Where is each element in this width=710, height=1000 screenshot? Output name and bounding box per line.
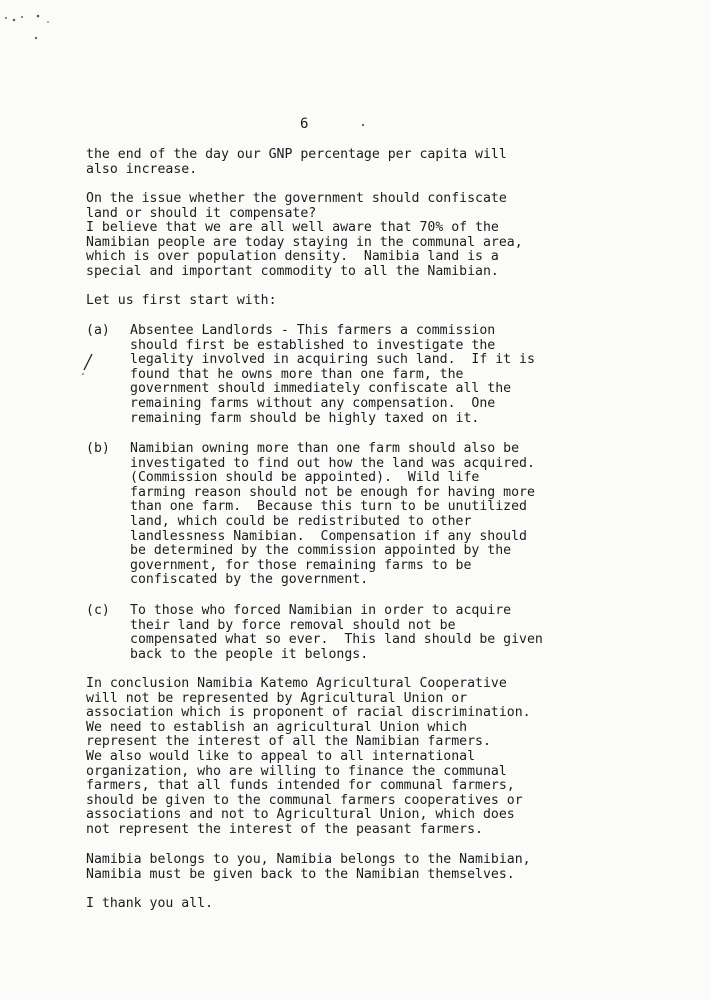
closing-paragraph: Namibia belongs to you, Namibia belongs to the Namibian, Namibia must be given back to the Namibian themselves. bbox=[86, 852, 531, 882]
list-item-label: (b) bbox=[86, 441, 110, 456]
list-item-label: (a) bbox=[86, 323, 110, 338]
list-item-text: Absentee Landlords - This farmers a commission should first be established to investigate the legality involved in acquiring such land. If it is found that he owns more than one farm, the government should immediately confiscate all the remaining farms without any compensation. One remaining farm should be highly taxed on it. bbox=[130, 323, 535, 426]
thanks-line: I thank you all. bbox=[86, 896, 214, 911]
issue-paragraph: On the issue whether the government should confiscate land or should it compensate? I believe that we are all well aware that 70% of the Namibian people are today staying in the communal area, which is over population density. Namibia land is a special and important commodity to all the Namibian. bbox=[86, 191, 523, 279]
stray-dot bbox=[362, 124, 364, 126]
start-line: Let us first start with: bbox=[86, 293, 277, 308]
scan-specks bbox=[0, 0, 90, 50]
list-item-text: To those who forced Namibian in order to acquire their land by force removal should not be compensated what so ever. This land should be given back to the people it belongs. bbox=[130, 603, 543, 662]
conclusion-paragraph: In conclusion Namibia Katemo Agricultural Cooperative will not be represented by Agricultural Union or association which is proponent of racial discrimination. We need to establish an agricultural Union which represent the interest of all the Namibian farmers. We also would like to appeal to all international organization, who are willing to finance the communal farmers, that all funds intended for communal farmers, should be given to the communal farmers cooperatives or associations and not to Agricultural Union, which does not represent the interest of the peasant farmers. bbox=[86, 676, 531, 837]
list-item-text: Namibian owning more than one farm should also be investigated to find out how the land was acquired. (Commission should be appointed). Wild life farming reason should not be enough for having more than one farm. Because this turn to be unutilized land, which could be redistributed to other landlessness Namibian. Compensation if any should be determined by the commission appointed by the government, for those remaining farms to be confiscated by the government. bbox=[130, 441, 535, 588]
intro-paragraph: the end of the day our GNP percentage per capita will also increase. bbox=[86, 147, 507, 177]
list-item-label: (c) bbox=[86, 603, 110, 618]
handwritten-tick-mark bbox=[80, 352, 96, 376]
page-number: 6 bbox=[300, 116, 309, 132]
